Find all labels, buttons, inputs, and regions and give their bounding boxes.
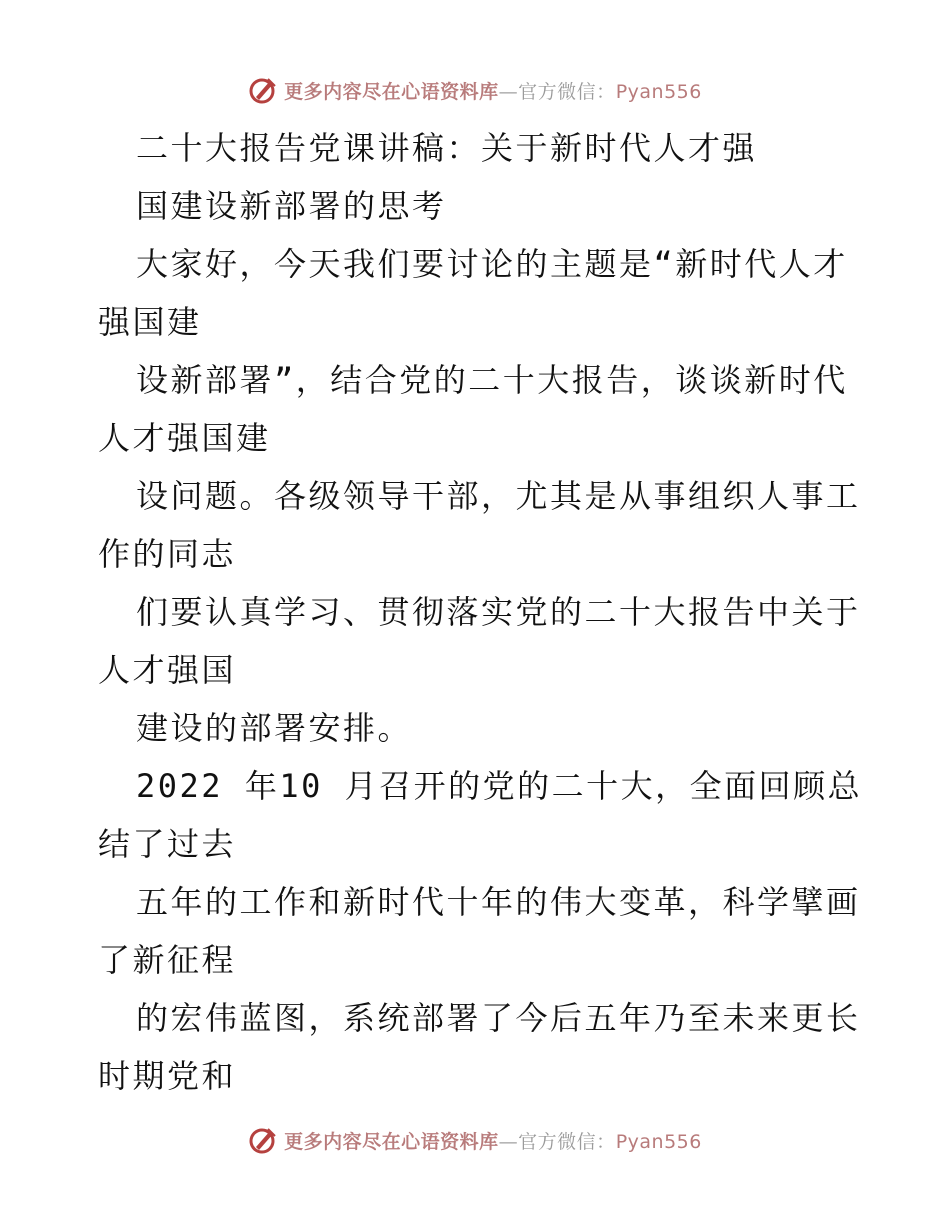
watermark-wechat-label: 官方微信： [518,80,616,103]
watermark-wechat-id: Pyan556 [615,1130,702,1153]
doc-line: 设问题。各级领导干部，尤其是从事组织人事工 [136,477,861,515]
footer-watermark [0,1120,950,1160]
doc-line: 2022 年10 月召开的党的二十大，全面回顾总 [136,767,863,805]
doc-line: 人才强国建 [98,419,271,457]
doc-line: 作的同志 [98,535,237,573]
doc-line: 时期党和 [98,1057,237,1095]
header-watermark [0,70,950,110]
doc-line: 五年的工作和新时代十年的伟大变革，科学擘画 [136,883,861,921]
watermark-wechat-label: 官方微信： [518,1130,616,1153]
doc-title-line-1: 二十大报告党课讲稿：关于新时代人才强 [136,129,758,167]
watermark-site-text: 更多内容尽在心语资料库 [284,1130,499,1153]
doc-line: 们要认真学习、贯彻落实党的二十大报告中关于 [136,593,861,631]
brush-pen-logo-icon [248,1125,278,1155]
doc-line: 建设的部署安排。 [136,709,413,747]
doc-line: 结了过去 [98,825,237,863]
doc-line: 设新部署”，结合党的二十大报告，谈谈新时代 [136,361,848,399]
doc-line: 了新征程 [98,941,237,979]
watermark-wechat-id: Pyan556 [615,80,702,103]
watermark-site-text: 更多内容尽在心语资料库 [284,80,499,103]
doc-line: 的宏伟蓝图，系统部署了今后五年乃至未来更长 [136,999,861,1037]
watermark-dash: — [498,1130,519,1153]
doc-title-line-2: 国建设新部署的思考 [136,187,447,225]
brush-pen-logo-icon [248,75,278,105]
watermark-dash: — [498,80,519,103]
doc-line: 大家好，今天我们要讨论的主题是“新时代人才 [136,245,848,283]
doc-line: 强国建 [98,303,202,341]
doc-line: 人才强国 [98,651,237,689]
